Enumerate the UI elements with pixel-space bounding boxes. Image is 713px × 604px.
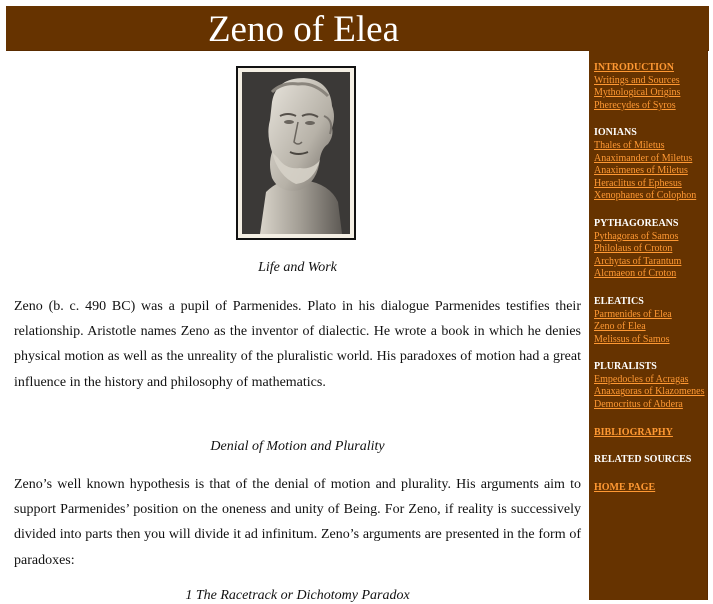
sidebar-group-introduction: [594, 62, 707, 112]
sidebar-group-related-sources: [594, 454, 707, 467]
sidebar-link-alcmaeon[interactable]: Alcmaeon of Croton: [594, 268, 677, 280]
sidebar-group-pythagoreans: [594, 218, 707, 281]
sidebar-link-mythological-origins[interactable]: Mythological Origins: [594, 87, 681, 99]
sidebar-link-empedocles[interactable]: Empedocles of Acragas: [594, 373, 689, 385]
paragraph-life-and-work: Zeno (b. c. 490 BC) was a pupil of Parmenides. Plato in his dialogue Parmenides testifies their relationship. Aristotle names Zeno as the inventor of dialectic. He wrote a book in which he denies physical motion as well as the unreality of the pluralistic world. His paradoxes of motion had a great influence in the history and philosophy of mathematics.: [14, 299, 581, 390]
section-heading-racetrack-paradox: 1 The Racetrack or Dichotomy Paradox: [185, 588, 410, 603]
sidebar-group-home: [594, 482, 707, 495]
sidebar-link-xenophanes[interactable]: Xenophanes of Colophon: [594, 190, 697, 202]
sidebar-link-introduction[interactable]: INTRODUCTION: [594, 62, 675, 73]
sidebar-link-pythagoras[interactable]: Pythagoras of Samos: [594, 230, 679, 242]
paragraph-denial-of-motion: Zeno’s well known hypothesis is that of the denial of motion and plurality. His arguments aim to support Parmenides’ position on the oneness and unity of Being. For Zeno, if reality is successively divided into parts then you will divide it ad infinitum. Zeno’s arguments are presented in the form of paradoxes:: [14, 477, 581, 568]
sidebar-group-pluralists: [594, 361, 707, 411]
bust-icon: [242, 72, 350, 234]
sidebar-group-ionians: [594, 127, 707, 203]
sidebar-link-democritus[interactable]: Democritus of Abdera: [594, 399, 683, 411]
sidebar-heading-ionians: IONIANS: [594, 127, 637, 139]
sidebar-heading-pythagoreans: PYTHAGOREANS: [594, 217, 679, 229]
sidebar-link-melissus[interactable]: Melissus of Samos: [594, 333, 670, 345]
sidebar-group-eleatics: [594, 296, 707, 346]
sidebar-link-parmenides[interactable]: Parmenides of Elea: [594, 308, 672, 320]
sidebar-link-zeno[interactable]: Zeno of Elea: [594, 321, 646, 333]
sidebar-link-bibliography[interactable]: BIBLIOGRAPHY: [594, 426, 673, 438]
sidebar-heading-related-sources: RELATED SOURCES: [594, 454, 692, 466]
sidebar-link-writings-and-sources[interactable]: Writings and Sources: [594, 74, 680, 86]
page-header: [6, 6, 709, 51]
bust-illustration: [242, 72, 350, 234]
sidebar-link-home-page[interactable]: HOME PAGE: [594, 481, 656, 493]
sidebar-link-pherecydes[interactable]: Pherecydes of Syros: [594, 99, 676, 111]
sidebar-link-anaximenes[interactable]: Anaximenes of Miletus: [594, 165, 688, 177]
sidebar-link-archytas[interactable]: Archytas of Tarantum: [594, 255, 682, 267]
sidebar-group-bibliography: [594, 427, 707, 440]
page-title: Zeno of Elea: [207, 9, 400, 50]
section-heading-denial-of-motion: Denial of Motion and Plurality: [210, 439, 385, 454]
sidebar-link-heraclitus[interactable]: Heraclitus of Ephesus: [594, 177, 682, 189]
sidebar-link-thales[interactable]: Thales of Miletus: [594, 139, 665, 151]
sidebar-nav: [589, 50, 708, 600]
sidebar-link-anaxagoras[interactable]: Anaxagoras of Klazomenes: [594, 386, 705, 398]
portrait-image: [236, 66, 356, 240]
sidebar-link-anaximander[interactable]: Anaximander of Miletus: [594, 152, 693, 164]
section-heading-life-and-work: Life and Work: [258, 260, 337, 275]
sidebar-link-philolaus[interactable]: Philolaus of Croton: [594, 243, 673, 255]
sidebar-heading-eleatics: ELEATICS: [594, 295, 644, 307]
sidebar-heading-pluralists: PLURALISTS: [594, 361, 657, 373]
